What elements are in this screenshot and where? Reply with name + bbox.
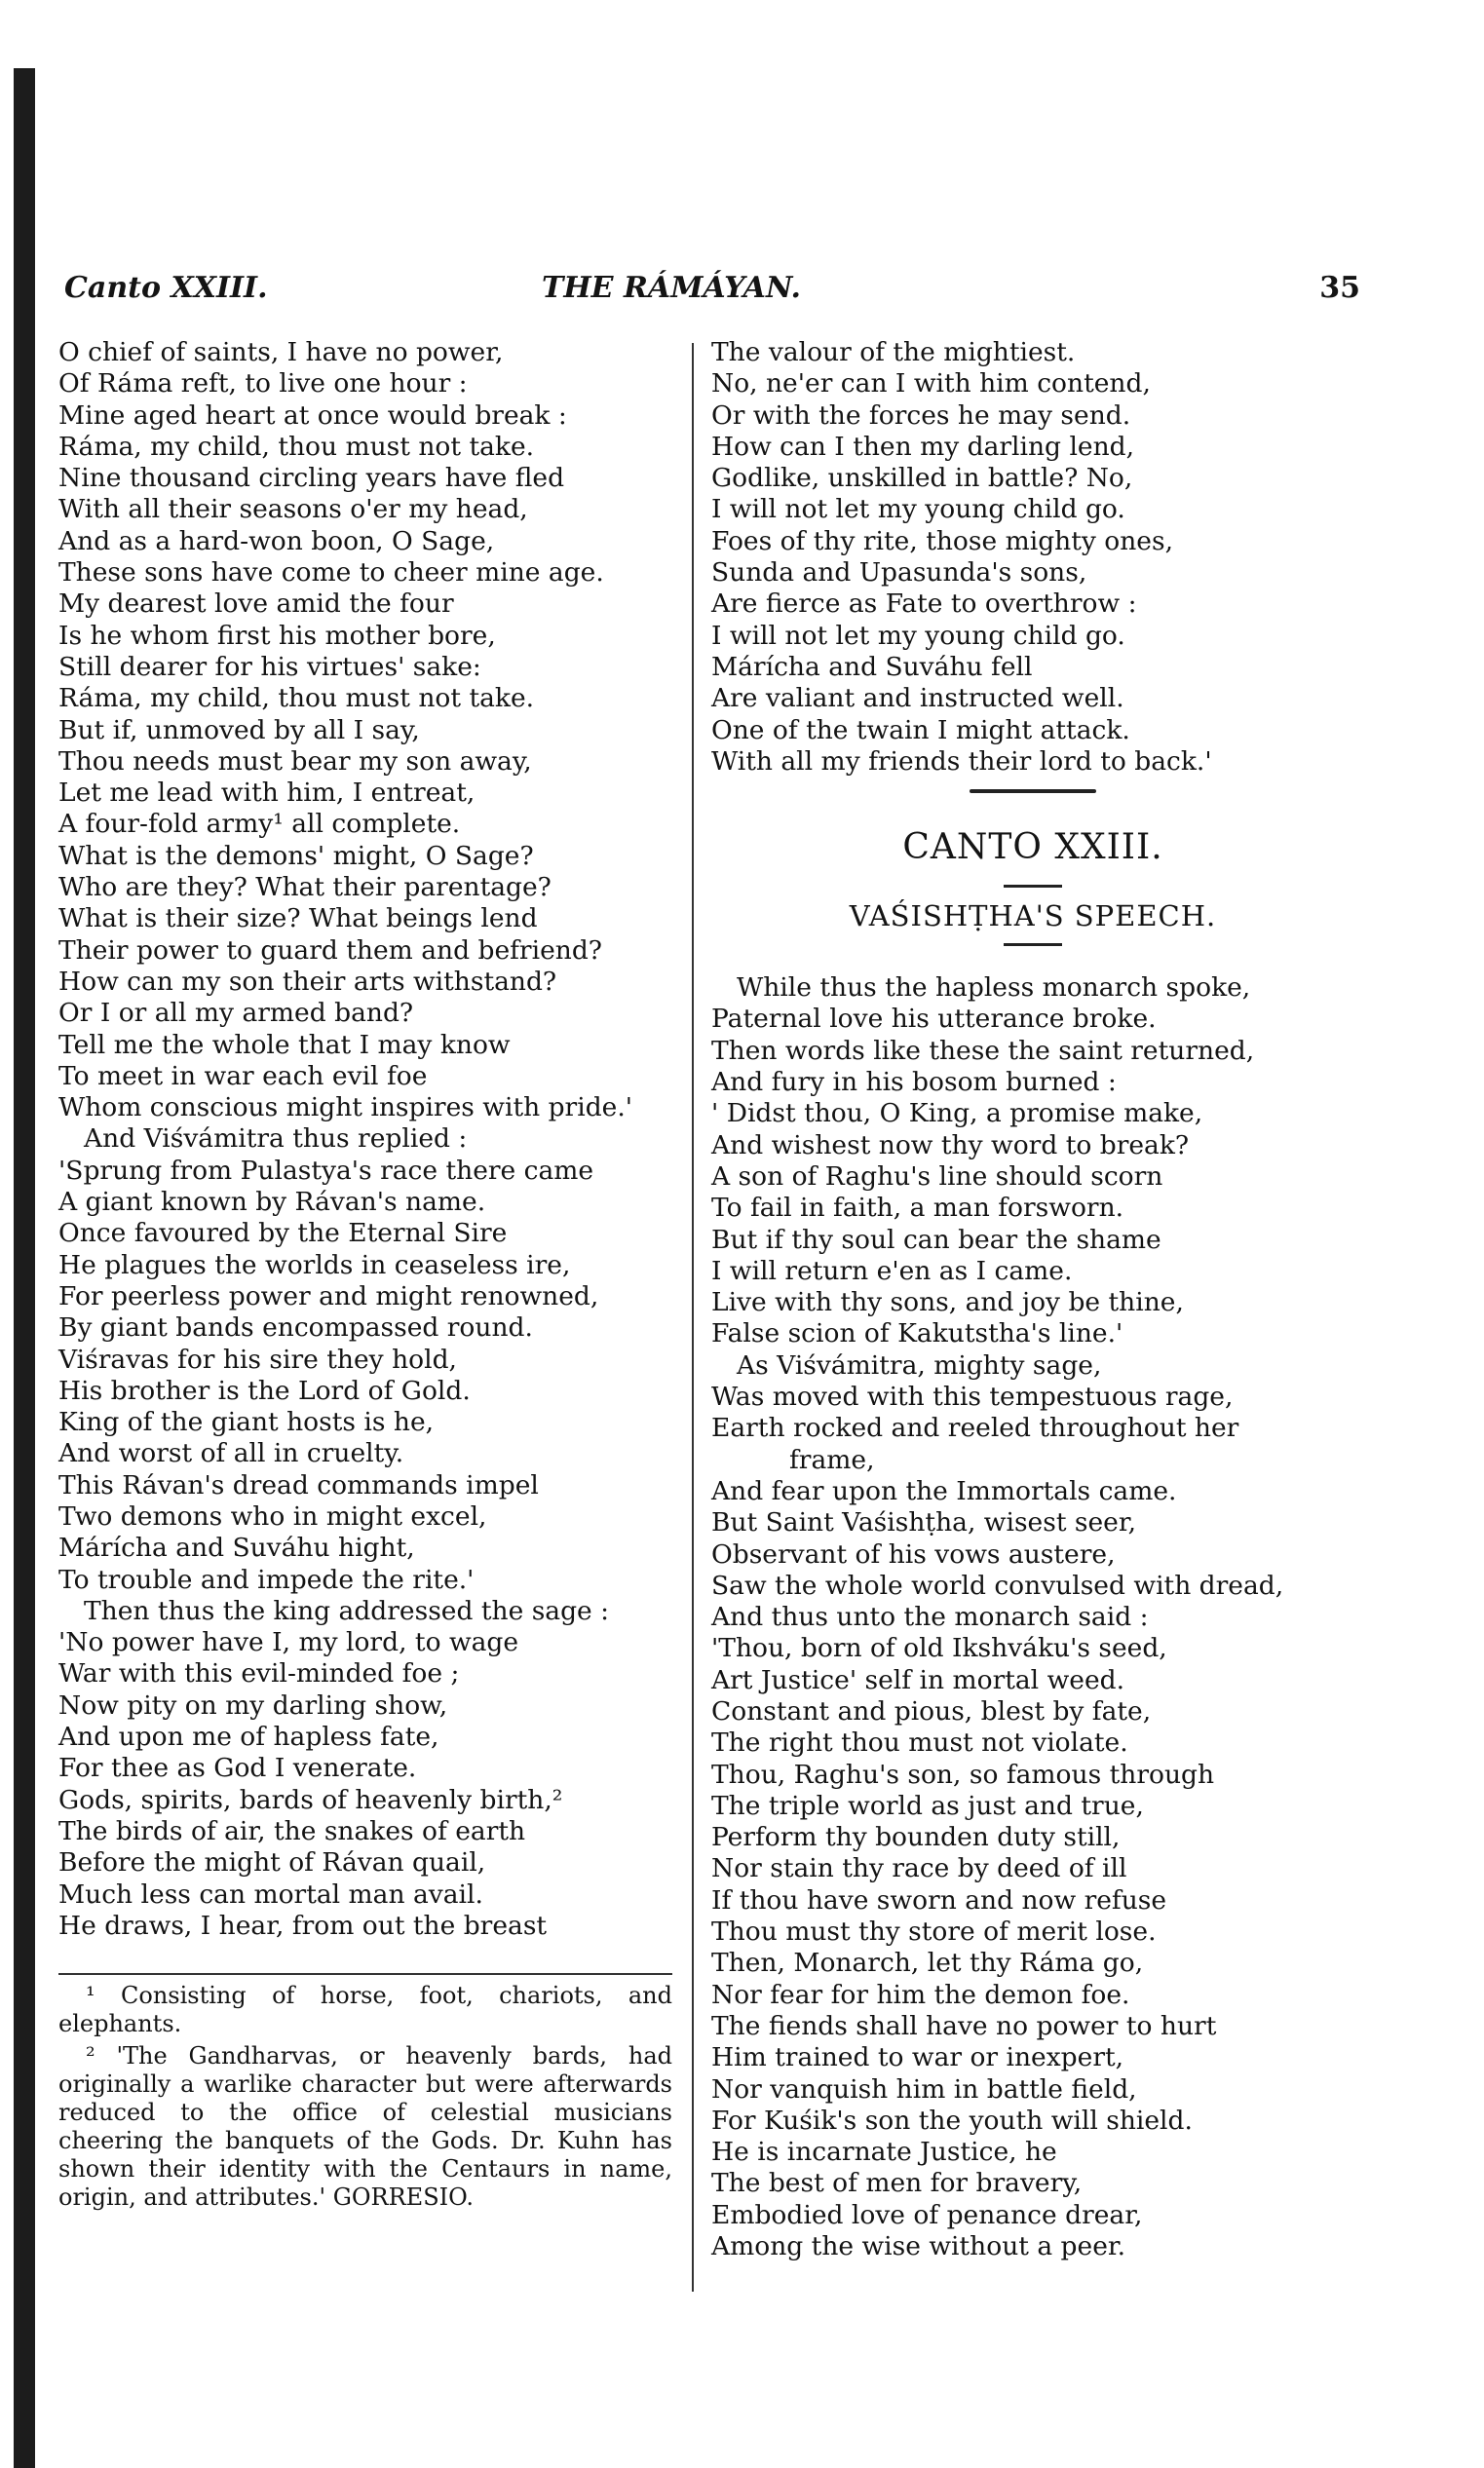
verse-line: Foes of thy rite, those mighty ones, xyxy=(711,525,1173,556)
verse-line: Mine aged heart at once would break : xyxy=(58,399,567,431)
footnote-text: Consisting of horse, foot, chariots, and elephants. xyxy=(58,1982,672,2037)
verse-line: Two demons who in might excel, xyxy=(58,1500,487,1532)
verse-line: Gods, spirits, bards of heavenly birth,² xyxy=(58,1784,563,1815)
verse-line: For peerless power and might renowned, xyxy=(58,1280,599,1311)
verse-line: How can I then my darling lend, xyxy=(711,431,1135,462)
verse-line: A four-fold army¹ all complete. xyxy=(58,809,461,840)
verse-line: Then thus the king addressed the sage : xyxy=(84,1595,610,1626)
verse-line: But if thy soul can bear the shame xyxy=(711,1224,1161,1255)
canto-verse xyxy=(711,972,1354,2262)
verse-line: Was moved with this tempestuous rage, xyxy=(711,1382,1234,1413)
footnote-rule xyxy=(58,1973,672,1975)
verse-line: War with this evil-minded foe ; xyxy=(58,1658,460,1690)
footnote-mark: ¹ xyxy=(86,1982,95,2009)
verse-line: Godlike, unskilled in battle? No, xyxy=(711,463,1133,494)
heading-rule xyxy=(711,879,1354,894)
verse-line: I will not let my young child go. xyxy=(711,494,1125,525)
verse-line: The right thou must not violate. xyxy=(711,1728,1128,1759)
verse-line: To trouble and impede the rite.' xyxy=(58,1564,475,1595)
verse-line: Let me lead with him, I entreat, xyxy=(58,778,476,809)
verse-line: To fail in faith, a man forsworn. xyxy=(711,1193,1124,1224)
verse-line: With all my friends their lord to back.' xyxy=(711,745,1212,777)
verse-line: What is their size? What beings lend xyxy=(58,903,538,934)
verse-line: To meet in war each evil foe xyxy=(58,1060,428,1091)
verse-line: The birds of air, the snakes of earth xyxy=(58,1815,526,1846)
verse-line: I will not let my young child go. xyxy=(711,620,1125,651)
verse-line: He is incarnate Justice, he xyxy=(711,2137,1057,2168)
verse-line: Who are they? What their parentage? xyxy=(58,872,552,903)
verse-line: Viśravas for his sire they hold, xyxy=(58,1344,457,1375)
verse-line: Their power to guard them and befriend? xyxy=(58,934,603,966)
verse-line: Nor stain thy race by deed of ill xyxy=(711,1853,1127,1884)
verse-line: Saw the whole world convulsed with dread, xyxy=(711,1570,1284,1601)
verse-line: Live with thy sons, and joy be thine, xyxy=(711,1287,1184,1318)
verse-line: Paternal love his utterance broke. xyxy=(711,1004,1157,1035)
verse-line: Before the might of Rávan quail, xyxy=(58,1847,486,1879)
verse-line: O chief of saints, I have no power, xyxy=(58,337,504,367)
verse-line: Much less can mortal man avail. xyxy=(58,1879,483,1910)
verse-line: Art Justice' self in mortal weed. xyxy=(711,1664,1125,1695)
verse-line: Ráma, my child, thou must not take. xyxy=(58,431,535,462)
verse-line: How can my son their arts withstand? xyxy=(58,966,557,997)
subheading-rule xyxy=(711,937,1354,953)
verse-line: The valour of the mightiest. xyxy=(711,337,1076,367)
verse-line: Márícha and Suváhu hight, xyxy=(58,1533,415,1564)
verse-line: These sons have come to cheer mine age. xyxy=(58,557,604,589)
verse-line: Observant of his vows austere, xyxy=(711,1538,1116,1570)
verse-line: My dearest love amid the four xyxy=(58,589,454,620)
verse-line: Thou, Raghu's son, so famous through xyxy=(711,1759,1215,1790)
verse-line: He draws, I hear, from out the breast xyxy=(58,1910,548,1941)
verse-line: A giant known by Rávan's name. xyxy=(58,1187,486,1218)
verse-line: ' Didst thou, O King, a promise make, xyxy=(711,1098,1203,1129)
verse-line: He plagues the worlds in ceaseless ire, xyxy=(58,1249,571,1280)
verse-line: And thus unto the monarch said : xyxy=(711,1602,1149,1633)
verse-line: And upon me of hapless fate, xyxy=(58,1722,439,1753)
verse-line: Then words like these the saint returned, xyxy=(711,1035,1255,1066)
verse-line: 'Sprung from Pulastya's race there came xyxy=(58,1155,594,1186)
verse-line: And Viśvámitra thus replied : xyxy=(84,1123,468,1155)
verse-line: The fiends shall have no power to hurt xyxy=(711,2010,1217,2041)
verse-line: Earth rocked and reeled throughout her xyxy=(711,1413,1239,1444)
verse-line: Whom conscious might inspires with pride.' xyxy=(58,1092,633,1123)
running-head-canto: Canto XXIII. xyxy=(64,271,268,305)
verse-line: And worst of all in cruelty. xyxy=(58,1438,404,1469)
left-column-verse xyxy=(58,337,682,1942)
verse-line: Once favoured by the Eternal Sire xyxy=(58,1218,508,1249)
verse-line: Him trained to war or inexpert, xyxy=(711,2042,1124,2073)
verse-line: Still dearer for his virtues' sake: xyxy=(58,651,481,682)
verse-line: While thus the hapless monarch spoke, xyxy=(737,972,1251,1004)
verse-line: Ráma, my child, thou must not take. xyxy=(58,683,535,714)
verse-line: Embodied love of penance drear, xyxy=(711,2199,1143,2230)
verse-line: Constant and pious, blest by fate, xyxy=(711,1695,1152,1727)
page-header xyxy=(64,271,1360,320)
verse-line: Are fierce as Fate to overthrow : xyxy=(711,589,1137,620)
footnote xyxy=(58,1982,672,2038)
verse-line: 'Thou, born of old Ikshváku's seed, xyxy=(711,1633,1167,1664)
verse-line: And fear upon the Immortals came. xyxy=(711,1475,1177,1506)
footnote-text: 'The Gandharvas, or heavenly bards, had originally a warlike character but were afterwards reduced to the office of celestial musicians cheering the banquets of the Gods. Dr. Kuhn has shown their identity with the Centaurs in name, origin, and attributes.' GORRESIO. xyxy=(58,2042,672,2211)
verse-line: A son of Raghu's line should scorn xyxy=(711,1160,1163,1192)
canto-subheading: VAŚISHṬHA'S SPEECH. xyxy=(849,899,1217,933)
verse-line: By giant bands encompassed round. xyxy=(58,1312,533,1344)
verse-line: Perform thy bounden duty still, xyxy=(711,1822,1121,1853)
running-head-title: THE RÁMÁYAN. xyxy=(542,271,801,305)
verse-line: Nine thousand circling years have fled xyxy=(58,463,565,494)
ornament-rule xyxy=(711,778,1354,816)
verse-line: Thou must thy store of merit lose. xyxy=(711,1917,1157,1948)
verse-line: Then, Monarch, let thy Ráma go, xyxy=(711,1948,1144,1979)
verse-line: Nor fear for him the demon foe. xyxy=(711,1979,1130,2010)
verse-line: False scion of Kakutstha's line.' xyxy=(711,1318,1123,1349)
verse-line: Now pity on my darling show, xyxy=(58,1690,448,1721)
verse-line: Nor vanquish him in battle field, xyxy=(711,2073,1137,2105)
verse-line: His brother is the Lord of Gold. xyxy=(58,1375,471,1406)
verse-line: If thou have sworn and now refuse xyxy=(711,1884,1167,1916)
footnote-mark: ² xyxy=(86,2042,95,2069)
verse-line: Márícha and Suváhu fell xyxy=(711,651,1033,682)
verse-line: For Kuśik's son the youth will shield. xyxy=(711,2105,1193,2136)
verse-line: Thou needs must bear my son away, xyxy=(58,745,532,777)
footnote xyxy=(58,2042,672,2212)
book-spine-shadow xyxy=(14,68,35,2468)
verse-line: Or with the forces he may send. xyxy=(711,399,1131,431)
verse-line: Among the wise without a peer. xyxy=(711,2231,1126,2262)
verse-line: I will return e'en as I came. xyxy=(711,1255,1073,1286)
verse-line: 'No power have I, my lord, to wage xyxy=(58,1627,519,1658)
verse-line: frame, xyxy=(789,1444,875,1475)
verse-line: But Saint Vaśishṭha, wisest seer, xyxy=(711,1507,1137,1538)
verse-line: As Viśvámitra, mighty sage, xyxy=(737,1349,1102,1381)
page-number: 35 xyxy=(1319,271,1360,305)
verse-line: The best of men for bravery, xyxy=(711,2168,1083,2199)
verse-line: Or I or all my armed band? xyxy=(58,998,414,1029)
footnotes xyxy=(58,1982,672,2216)
verse-line: Of Ráma reft, to live one hour : xyxy=(58,368,468,399)
verse-line: King of the giant hosts is he, xyxy=(58,1407,435,1438)
verse-line: No, ne'er can I with him contend, xyxy=(711,368,1151,399)
verse-line: This Rávan's dread commands impel xyxy=(58,1469,539,1500)
verse-line: What is the demons' might, O Sage? xyxy=(58,840,534,871)
canto-heading: CANTO XXIII. xyxy=(902,827,1163,868)
verse-line: With all their seasons o'er my head, xyxy=(58,494,528,525)
verse-line: One of the twain I might attack. xyxy=(711,714,1130,745)
verse-line: For thee as God I venerate. xyxy=(58,1753,417,1784)
right-column-verse xyxy=(711,337,1354,2262)
verse-line: Is he whom first his mother bore, xyxy=(58,620,496,651)
verse-line: Tell me the whole that I may know xyxy=(58,1029,511,1060)
verse-line: And fury in his bosom burned : xyxy=(711,1067,1117,1098)
column-divider xyxy=(692,343,694,2292)
verse-line: Sunda and Upasunda's sons, xyxy=(711,557,1087,589)
verse-line: The triple world as just and true, xyxy=(711,1790,1144,1821)
verse-line: Are valiant and instructed well. xyxy=(711,683,1124,714)
verse-line: And wishest now thy word to break? xyxy=(711,1129,1190,1160)
verse-line: And as a hard-won boon, O Sage, xyxy=(58,525,495,556)
verse-continuation xyxy=(711,337,1354,778)
verse-line: But if, unmoved by all I say, xyxy=(58,714,420,745)
